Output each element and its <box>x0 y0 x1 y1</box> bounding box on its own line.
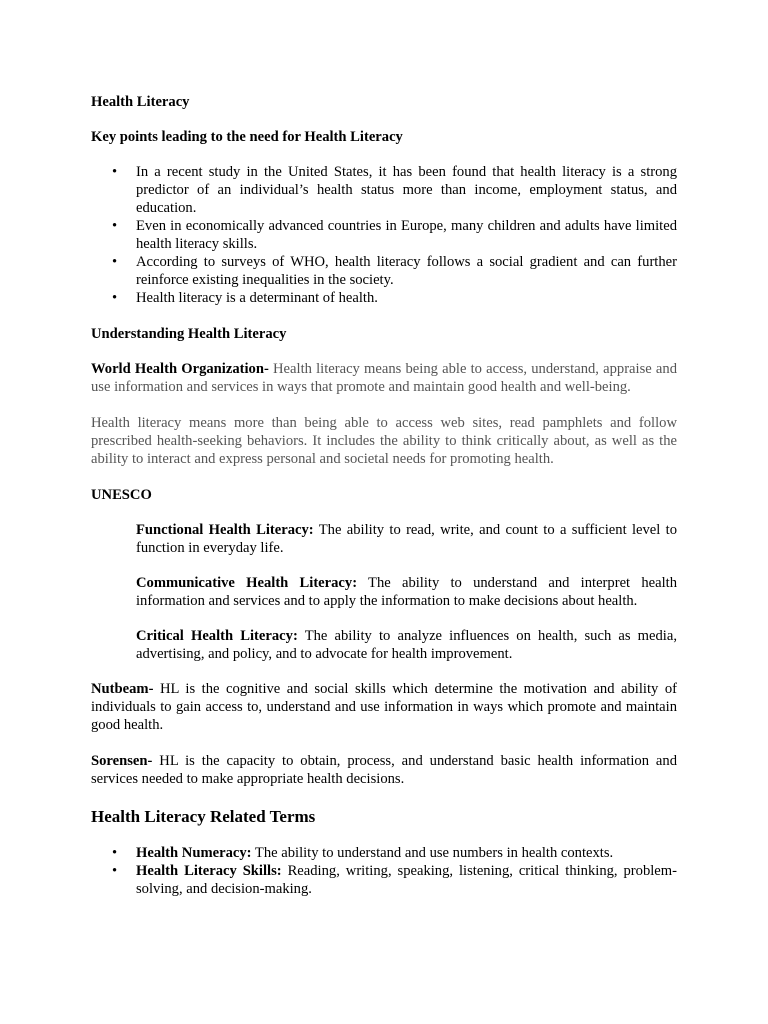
who-definition-extended: Health literacy means more than being able to access web sites, read pamphlets and follow prescribed health-seeking behaviors. It includes the ability to think critically about, as well as the ability to interact and express personal and societal needs for promoting health. <box>91 415 677 467</box>
understanding-heading: Understanding Health Literacy <box>91 326 287 342</box>
bullet-icon: • <box>112 863 118 879</box>
who-label: World Health Organization- <box>91 361 269 377</box>
bullet-icon: • <box>112 254 118 270</box>
key-points-list <box>91 163 677 307</box>
who-text: Health literacy means being able to access, understand, appraise and use information and services in ways that promote and maintain good health and well-being. <box>91 361 677 395</box>
list-item: • According to surveys of WHO, health literacy follows a social gradient and can further reinforce existing inequalities in the society. <box>112 254 677 288</box>
unesco-functional: Functional Health Literacy: The ability to read, write, and count to a sufficient level to function in everyday life. <box>136 522 678 556</box>
doc-title: Health Literacy <box>91 94 190 110</box>
related-terms-heading: Health Literacy Related Terms <box>91 807 316 826</box>
list-item: • In a recent study in the United States, it has been found that health literacy is a strong predictor of an individual’s health status more than income, employment status, and education. <box>112 164 677 216</box>
sorensen-definition: Sorensen- HL is the capacity to obtain, process, and understand basic health information and services needed to make appropriate health decisions. <box>91 753 677 787</box>
bullet-icon: • <box>112 290 118 306</box>
document-page <box>91 93 677 916</box>
who-definition <box>91 360 677 396</box>
related-terms-list <box>91 844 677 898</box>
nutbeam-definition: Nutbeam- HL is the cognitive and social skills which determine the motivation and ability of individuals to gain access to, understand and use information in ways which promote and maintain good health. <box>91 681 677 733</box>
list-item: • Health Numeracy: The ability to understand and use numbers in health contexts. <box>112 845 614 861</box>
list-item: • Even in economically advanced countries in Europe, many children and adults have limited health literacy skills. <box>112 218 677 252</box>
bullet-icon: • <box>112 164 118 180</box>
unesco-critical: Critical Health Literacy: The ability to analyze influences on health, such as media, advertising, and policy, and to advocate for health improvement. <box>136 628 677 662</box>
unesco-communicative: Communicative Health Literacy: The ability to understand and interpret health information and services and to apply the information to make decisions about health. <box>136 575 677 609</box>
list-item: • Health Literacy Skills: Reading, writing, speaking, listening, critical thinking, problem-solving, and decision-making. <box>112 863 677 897</box>
list-item: • Health literacy is a determinant of health. <box>112 290 378 306</box>
bullet-icon: • <box>112 218 118 234</box>
unesco-heading: UNESCO <box>91 487 152 503</box>
key-points-heading: Key points leading to the need for Health Literacy <box>91 129 403 145</box>
bullet-icon: • <box>112 845 118 861</box>
